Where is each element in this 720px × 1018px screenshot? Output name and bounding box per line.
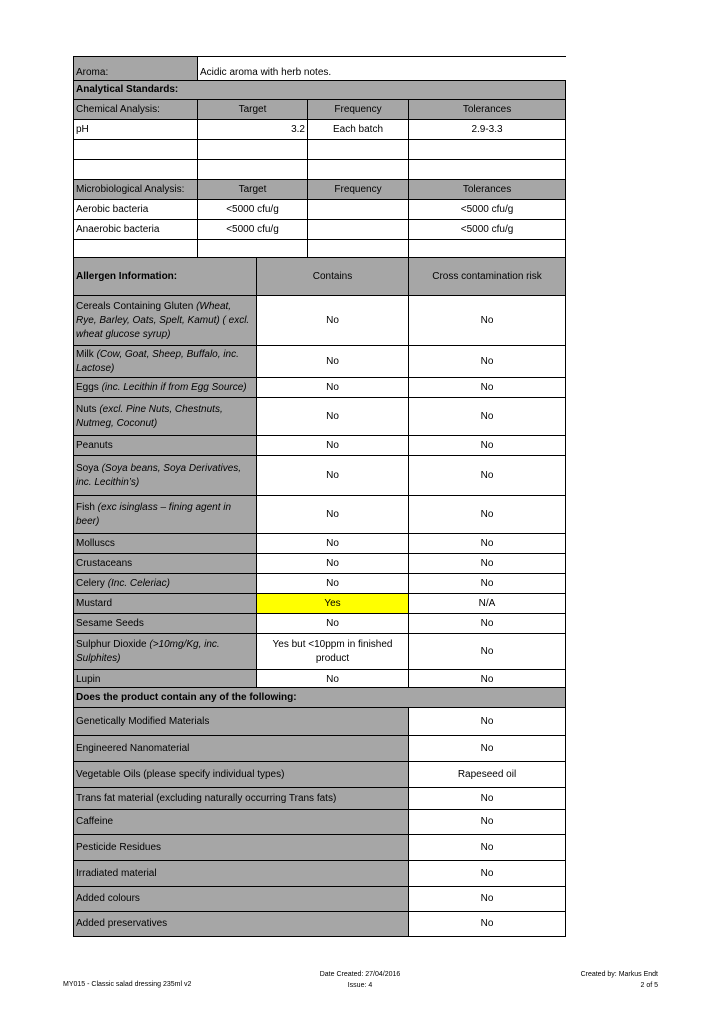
allergen-row	[74, 436, 566, 456]
product-item-label: Pesticide Residues	[74, 835, 409, 861]
aroma-value: Acidic aroma with herb notes.	[198, 57, 566, 81]
allergen-name-cell	[74, 574, 257, 594]
target-value: <5000 cfu/g	[198, 220, 308, 240]
allergen-name: Nuts	[76, 403, 100, 415]
aroma-label: Aroma:	[74, 57, 198, 81]
contains-value: Yes	[257, 594, 409, 614]
allergen-name-cell	[74, 456, 257, 496]
tolerance-value	[409, 140, 566, 160]
product-item-label: Added preservatives	[74, 912, 409, 937]
test-name: Aerobic bacteria	[74, 200, 198, 220]
product-item-label: Added colours	[74, 887, 409, 912]
allergen-row	[74, 534, 566, 554]
product-item-label: Vegetable Oils (please specify individual types)	[74, 762, 409, 788]
allergen-name-cell	[74, 554, 257, 574]
tolerance-value: 2.9-3.3	[409, 120, 566, 140]
cross-contamination-value: No	[409, 436, 566, 456]
contains-value: No	[257, 398, 409, 436]
cross-contamination-value: No	[409, 554, 566, 574]
cross-contamination-value: No	[409, 534, 566, 554]
target-value	[198, 160, 308, 180]
allergen-note: (excl. Pine Nuts, Chestnuts, Nutmeg, Coconut)	[76, 403, 223, 429]
product-item-value: No	[409, 810, 566, 835]
product-item-value: No	[409, 736, 566, 762]
product-row	[74, 835, 566, 861]
tolerances-header: Tolerances	[409, 180, 566, 200]
chemical-analysis-header: Chemical Analysis:	[74, 100, 198, 120]
allergen-row	[74, 496, 566, 534]
analytical-standards-table	[73, 56, 566, 260]
target-value: 3.2	[198, 120, 308, 140]
contains-value: No	[257, 534, 409, 554]
table-row	[74, 220, 566, 240]
product-row	[74, 762, 566, 788]
contains-value: No	[257, 436, 409, 456]
test-name: Anaerobic bacteria	[74, 220, 198, 240]
page-number: 2 of 5	[640, 982, 658, 989]
target-header: Target	[198, 180, 308, 200]
allergen-table	[73, 257, 566, 690]
allergen-row	[74, 614, 566, 634]
allergen-name: Cereals Containing Gluten	[76, 300, 197, 312]
contains-value: No	[257, 456, 409, 496]
allergen-note: (Inc. Celeriac)	[107, 577, 170, 589]
cross-contamination-value: No	[409, 398, 566, 436]
allergen-note: (Cow, Goat, Sheep, Buffalo, inc. Lactose)	[76, 348, 239, 374]
target-value	[198, 140, 308, 160]
issue-number: Issue: 4	[347, 982, 373, 989]
product-item-value: No	[409, 861, 566, 887]
cross-contamination-value: No	[409, 296, 566, 346]
allergen-row	[74, 346, 566, 378]
allergen-name-cell	[74, 378, 257, 398]
allergen-name: Lupin	[76, 673, 101, 685]
allergen-name: Peanuts	[76, 439, 113, 451]
allergen-name: Celery	[76, 577, 108, 589]
allergen-name: Fish	[76, 501, 98, 513]
allergen-name-cell	[74, 496, 257, 534]
contains-header: Contains	[257, 258, 409, 296]
product-item-value: Rapeseed oil	[409, 762, 566, 788]
frequency-value	[308, 220, 409, 240]
product-item-label: Trans fat material (excluding naturally occurring Trans fats)	[74, 788, 409, 810]
target-header: Target	[198, 100, 308, 120]
cross-contamination-value: No	[409, 634, 566, 670]
allergen-name: Crustaceans	[76, 557, 133, 569]
tolerance-value: <5000 cfu/g	[409, 200, 566, 220]
allergen-name-cell	[74, 296, 257, 346]
product-item-value: No	[409, 887, 566, 912]
analytical-standards-title: Analytical Standards:	[74, 81, 566, 100]
product-item-label: Caffeine	[74, 810, 409, 835]
allergen-row	[74, 296, 566, 346]
frequency-value	[308, 140, 409, 160]
product-row	[74, 861, 566, 887]
table-row	[74, 140, 566, 160]
contains-value: No	[257, 574, 409, 594]
target-value: <5000 cfu/g	[198, 200, 308, 220]
cross-contamination-value: No	[409, 346, 566, 378]
allergen-row	[74, 634, 566, 670]
allergen-name-cell	[74, 534, 257, 554]
document-name: MY015 - Classic salad dressing 235ml v2	[63, 981, 192, 988]
allergen-name-cell	[74, 436, 257, 456]
frequency-value	[308, 160, 409, 180]
allergen-name: Sesame Seeds	[76, 617, 144, 629]
product-row	[74, 736, 566, 762]
tolerances-header: Tolerances	[409, 100, 566, 120]
product-item-value: No	[409, 912, 566, 937]
contains-value: No	[257, 670, 409, 690]
cross-contamination-value: No	[409, 456, 566, 496]
test-name: pH	[74, 120, 198, 140]
tolerance-value: <5000 cfu/g	[409, 220, 566, 240]
cross-contamination-value: No	[409, 496, 566, 534]
allergen-row	[74, 554, 566, 574]
product-row	[74, 887, 566, 912]
allergen-row	[74, 398, 566, 436]
cross-contamination-value: N/A	[409, 594, 566, 614]
cross-contamination-value: No	[409, 574, 566, 594]
allergen-title: Allergen Information:	[74, 258, 257, 296]
frequency-value: Each batch	[308, 120, 409, 140]
table-row	[74, 160, 566, 180]
product-contents-title: Does the product contain any of the following:	[74, 688, 566, 708]
allergen-name: Mustard	[76, 597, 113, 609]
product-row	[74, 912, 566, 937]
cross-contamination-value: No	[409, 614, 566, 634]
tolerance-value	[409, 160, 566, 180]
allergen-name-cell	[74, 398, 257, 436]
microbiological-analysis-header: Microbiological Analysis:	[74, 180, 198, 200]
cross-contamination-header: Cross contamination risk	[409, 258, 566, 296]
frequency-header: Frequency	[308, 100, 409, 120]
micro-header-row	[74, 180, 566, 200]
allergen-name-cell	[74, 634, 257, 670]
product-item-value: No	[409, 708, 566, 736]
allergen-row	[74, 378, 566, 398]
allergen-name-cell	[74, 614, 257, 634]
frequency-header: Frequency	[308, 180, 409, 200]
allergen-name: Milk	[76, 348, 97, 360]
product-row	[74, 810, 566, 835]
cross-contamination-value: No	[409, 378, 566, 398]
frequency-value	[308, 200, 409, 220]
allergen-row	[74, 594, 566, 614]
created-by: Created by: Markus Endt	[580, 971, 658, 978]
contains-value: No	[257, 614, 409, 634]
contains-value: No	[257, 346, 409, 378]
contains-value: Yes but <10ppm in finished product	[257, 634, 409, 670]
contains-value: No	[257, 496, 409, 534]
allergen-row	[74, 574, 566, 594]
product-row	[74, 708, 566, 736]
product-item-label: Genetically Modified Materials	[74, 708, 409, 736]
allergen-name: Molluscs	[76, 537, 115, 549]
contains-value: No	[257, 296, 409, 346]
allergen-note: (inc. Lecithin if from Egg Source)	[101, 381, 247, 393]
test-name	[74, 160, 198, 180]
allergen-row	[74, 456, 566, 496]
allergen-note: (exc isinglass – fining agent in beer)	[76, 501, 232, 527]
contains-value: No	[257, 554, 409, 574]
contains-value: No	[257, 378, 409, 398]
chemical-header-row	[74, 100, 566, 120]
allergen-note: (Wheat, Rye, Barley, Oats, Spelt, Kamut) ( excl. wheat glucose syrup)	[76, 300, 250, 340]
allergen-name: Sulphur Dioxide	[76, 638, 150, 650]
allergen-name: Soya	[76, 462, 102, 474]
product-item-label: Engineered Nanomaterial	[74, 736, 409, 762]
allergen-name-cell	[74, 594, 257, 614]
product-contents-table	[73, 687, 566, 937]
cross-contamination-value: No	[409, 670, 566, 690]
allergen-note: (>10mg/Kg, inc. Sulphites)	[76, 638, 220, 664]
table-row	[74, 120, 566, 140]
table-row	[74, 200, 566, 220]
date-created: Date Created: 27/04/2016	[319, 971, 401, 978]
product-item-value: No	[409, 835, 566, 861]
product-item-value: No	[409, 788, 566, 810]
test-name	[74, 140, 198, 160]
product-item-label: Irradiated material	[74, 861, 409, 887]
allergen-name-cell	[74, 346, 257, 378]
allergen-note: (Soya beans, Soya Derivatives, inc. Lecithin’s)	[76, 462, 242, 488]
allergen-name: Eggs	[76, 381, 102, 393]
product-row	[74, 788, 566, 810]
